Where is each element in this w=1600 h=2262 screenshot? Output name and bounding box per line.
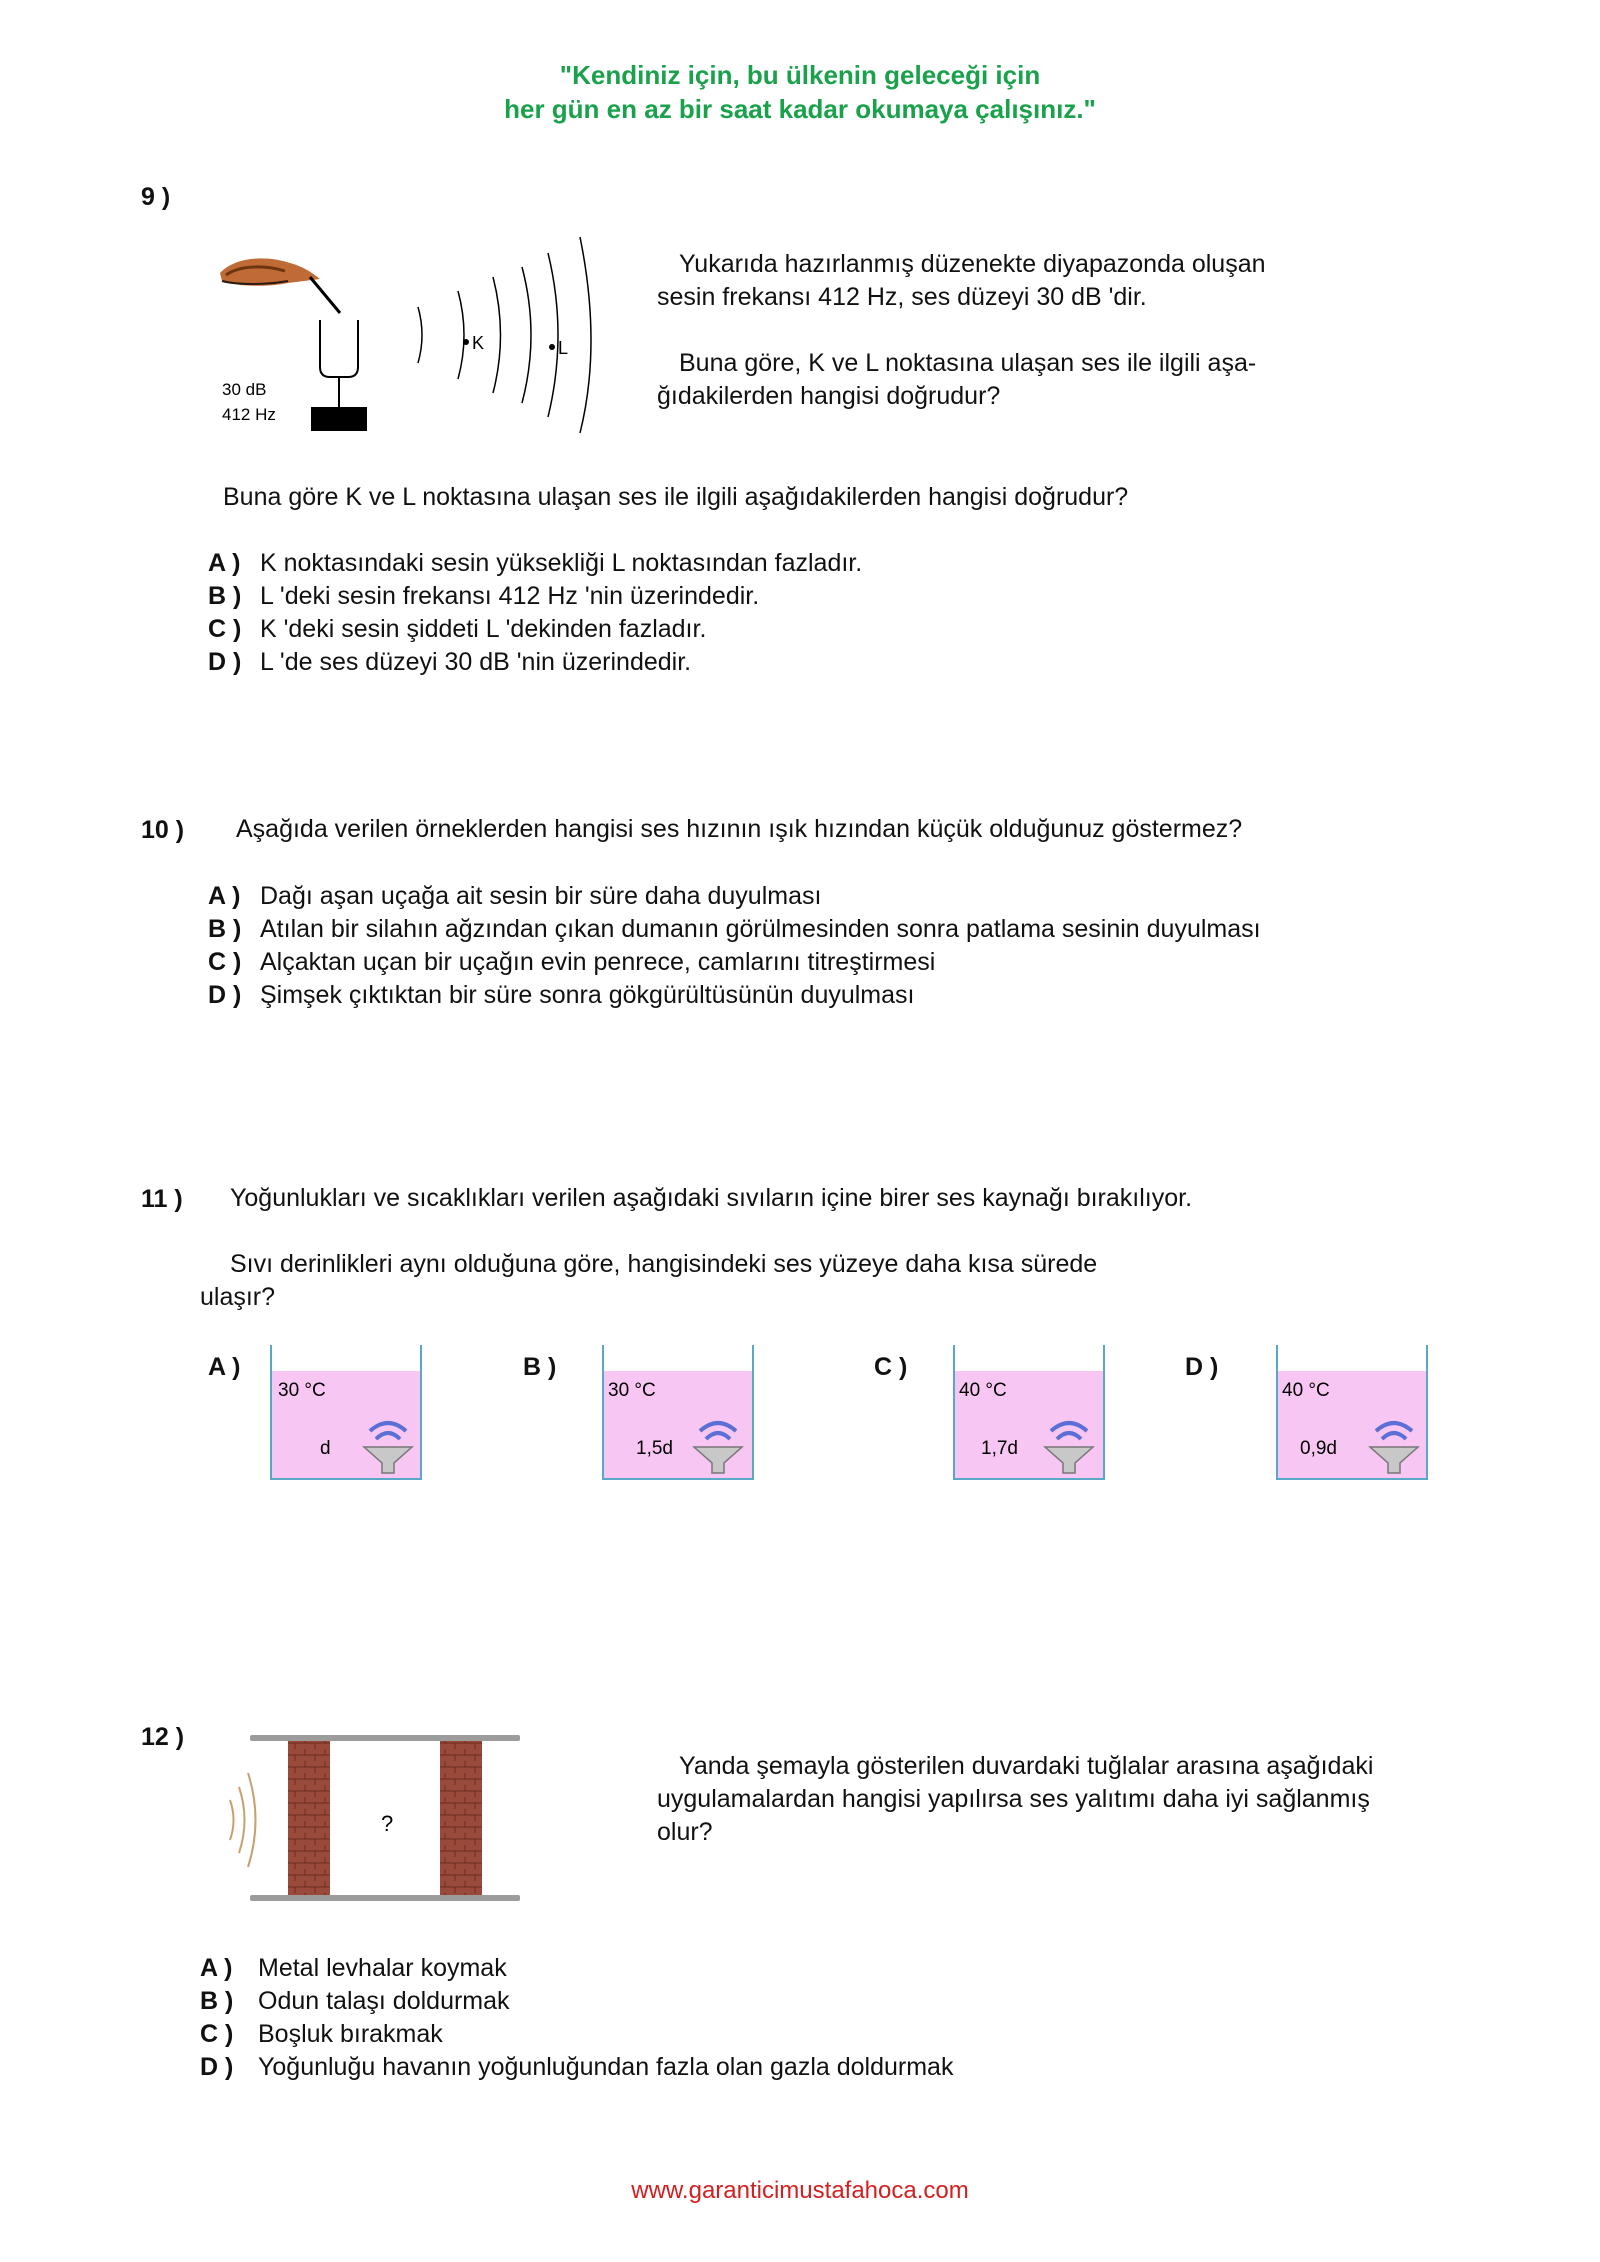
q9-side-line-2: sesin frekansı 412 Hz, ses düzeyi 30 dB 'dir. <box>657 283 1147 311</box>
point-l-label: L <box>558 338 569 358</box>
beaker-d-label[interactable]: D ) <box>1185 1353 1219 1381</box>
beaker-d <box>1274 1345 1430 1483</box>
q9-side-line-3: Buna göre, K ve L noktasına ulaşan ses ile ilgili aşa- <box>679 349 1257 377</box>
motto-line-1: "Kendiniz için, bu ülkenin geleceği için <box>559 60 1041 90</box>
question-9-number: 9 ) <box>141 183 171 211</box>
option-text: K 'deki sesin şiddeti L 'dekinden fazladır. <box>260 615 707 643</box>
fork-db-label: 30 dB <box>222 380 267 399</box>
beaker-density: 0,9d <box>1300 1438 1337 1459</box>
q10-question: Aşağıda verilen örneklerden hangisi ses hızının ışık hızından küçük olduğunuz göstermez? <box>236 815 1243 843</box>
point-k-label: K <box>472 333 485 353</box>
option-label: D ) <box>208 981 242 1009</box>
option-text: Şimşek çıktıktan bir süre sonra gökgürültüsünün duyulması <box>260 981 915 1009</box>
beaker-density: d <box>320 1438 331 1459</box>
q12-option-c[interactable] <box>200 2018 443 2051</box>
gap-question-mark: ? <box>381 1811 394 1836</box>
option-label: A ) <box>208 549 241 577</box>
q9-option-c[interactable] <box>208 613 706 646</box>
q12-option-d[interactable] <box>200 2051 953 2084</box>
q10-option-d[interactable] <box>208 979 914 1012</box>
right-brick-wall <box>440 1741 482 1895</box>
option-text: Odun talaşı doldurmak <box>258 1987 510 2015</box>
question-11-number: 11 ) <box>141 1185 183 1213</box>
option-text: Dağı aşan uçağa ait sesin bir süre daha duyulması <box>260 882 822 910</box>
footer-url[interactable]: www.garanticimustafahoca.com <box>631 2177 969 2204</box>
tuning-fork-figure <box>210 235 620 435</box>
beaker-a-label[interactable]: A ) <box>208 1353 241 1381</box>
q9-option-b[interactable] <box>208 580 759 613</box>
q12-option-b[interactable] <box>200 1985 510 2018</box>
left-brick-wall <box>288 1741 330 1895</box>
option-label: A ) <box>208 882 241 910</box>
tuning-fork-icon <box>311 320 367 431</box>
beaker-temp: 40 °C <box>959 1380 1007 1401</box>
option-text: L 'deki sesin frekansı 412 Hz 'nin üzerindedir. <box>260 582 760 610</box>
beaker-b <box>600 1345 756 1483</box>
q12-side-line-3: olur? <box>657 1818 713 1846</box>
question-10-number: 10 ) <box>141 816 185 844</box>
beaker-temp: 40 °C <box>1282 1380 1330 1401</box>
option-text: K noktasındaki sesin yüksekliği L noktasından fazladır. <box>260 549 863 577</box>
q9-side-line-4: ğıdakilerden hangisi doğrudur? <box>657 382 1001 410</box>
brick-wall-figure <box>215 1725 525 1910</box>
q12-side-line-2: uygulamalardan hangisi yapılırsa ses yalıtımı daha iyi sağlanmış <box>657 1785 1370 1813</box>
q10-option-b[interactable] <box>208 913 1261 946</box>
motto-line-2: her gün en az bir saat kadar okumaya çalışınız." <box>504 94 1096 124</box>
option-label: B ) <box>208 915 242 943</box>
fork-hz-label: 412 Hz <box>222 405 276 424</box>
sound-waves <box>418 237 591 433</box>
beaker-c-label[interactable]: C ) <box>874 1353 908 1381</box>
q9-question: Buna göre K ve L noktasına ulaşan ses ile ilgili aşağıdakilerden hangisi doğrudur? <box>223 483 1129 511</box>
beaker-c <box>951 1345 1107 1483</box>
q11-line-3: ulaşır? <box>200 1283 276 1311</box>
option-label: D ) <box>208 648 242 676</box>
option-label: A ) <box>200 1954 233 1982</box>
option-text: Metal levhalar koymak <box>258 1954 507 1982</box>
q11-line-2: Sıvı derinlikleri aynı olduğuna göre, hangisindeki ses yüzeye daha kısa sürede <box>230 1250 1098 1278</box>
question-12-number: 12 ) <box>141 1723 185 1751</box>
option-text: L 'de ses düzeyi 30 dB 'nin üzerindedir. <box>260 648 692 676</box>
beaker-density: 1,7d <box>981 1438 1018 1459</box>
beaker-temp: 30 °C <box>278 1380 326 1401</box>
option-text: Yoğunluğu havanın yoğunluğundan fazla olan gazla doldurmak <box>258 2053 954 2081</box>
q9-side-line-1: Yukarıda hazırlanmış düzenekte diyapazonda oluşan <box>679 250 1266 278</box>
point-l-marker <box>549 344 555 350</box>
option-text: Atılan bir silahın ağzından çıkan dumanın görülmesinden sonra patlama sesinin duyulması <box>260 915 1261 943</box>
q9-option-a[interactable] <box>208 547 862 580</box>
q10-option-c[interactable] <box>208 946 935 979</box>
hand-icon <box>220 258 340 313</box>
beaker-temp: 30 °C <box>608 1380 656 1401</box>
option-label: C ) <box>208 948 242 976</box>
beaker-density: 1,5d <box>636 1438 673 1459</box>
option-label: C ) <box>200 2020 234 2048</box>
point-k-marker <box>463 339 469 345</box>
q10-option-a[interactable] <box>208 880 821 913</box>
sound-wave-icon <box>230 1773 256 1867</box>
beaker-a <box>268 1345 424 1483</box>
option-label: B ) <box>200 1987 234 2015</box>
q12-option-a[interactable] <box>200 1952 507 1985</box>
option-text: Boşluk bırakmak <box>258 2020 443 2048</box>
option-label: B ) <box>208 582 242 610</box>
q12-side-line-1: Yanda şemayla gösterilen duvardaki tuğlalar arasına aşağıdaki <box>679 1752 1374 1780</box>
q9-option-d[interactable] <box>208 646 691 679</box>
option-label: D ) <box>200 2053 234 2081</box>
q11-line-1: Yoğunlukları ve sıcaklıkları verilen aşağıdaki sıvıların içine birer ses kaynağı bırakılıyor. <box>230 1184 1193 1212</box>
option-label: C ) <box>208 615 242 643</box>
option-text: Alçaktan uçan bir uçağın evin penrece, camlarını titreştirmesi <box>260 948 936 976</box>
beaker-b-label[interactable]: B ) <box>523 1353 557 1381</box>
